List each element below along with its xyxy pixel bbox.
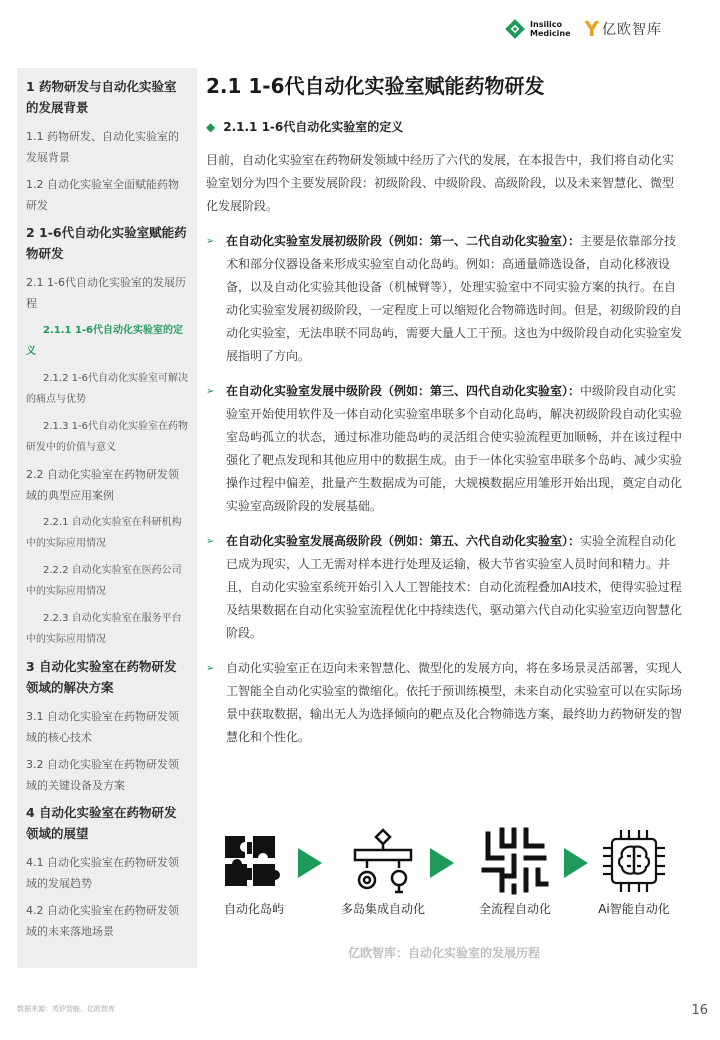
stage-label: 多岛集成自动化 [340, 902, 425, 916]
page-title: 2.1 1-6代自动化实验室赋能药物研发 [206, 74, 545, 98]
insilico-line2: Medicine [530, 29, 571, 38]
bullet-bold: 在自动化实验室发展高级阶段（例如：第五、六代自动化实验室）： [226, 534, 581, 548]
ai-brain-chip-icon [599, 826, 669, 896]
yiou-logo [585, 19, 662, 39]
bullet-list [206, 230, 682, 749]
bullet-item [206, 530, 682, 645]
data-source: 数据来源：英矽智能、亿欧智库 [17, 1005, 115, 1013]
bullet-text: 自动化实验室正在迈向未来智慧化、微型化的发展方向，将在多场景灵活部署，实现人工智能全自动化实验室的微缩化。依托于预训练模型，未来自动化实验室可以在实际场景中获取数据，输出无人为选择倾向的靶点及化合物筛选方案，最终助力药物研发的智慧化和个性化。 [226, 661, 683, 744]
toc-item[interactable]: 1 药物研发与自动化实验室的发展背景 [26, 79, 177, 115]
toc-item[interactable]: 2.1.2 1-6代自动化实验室可解决的痛点与优势 [26, 373, 188, 405]
stage-label: 全流程自动化 [478, 902, 551, 916]
page-number: 16 [691, 1003, 708, 1018]
toc-item[interactable]: 3.1 自动化实验室在药物研发领域的核心技术 [26, 710, 179, 744]
stage-label: Ai智能自动化 [598, 902, 670, 916]
bullet-content [226, 530, 682, 645]
subtitle-text: 2.1.1 1-6代自动化实验室的定义 [223, 120, 404, 134]
toc-item[interactable]: 2.2.1 自动化实验室在科研机构中的实际应用情况 [26, 517, 182, 549]
bullet-content [226, 230, 682, 368]
toc-item[interactable]: 4 自动化实验室在药物研发领域的展望 [26, 805, 177, 841]
toc-item[interactable]: 2.2 自动化实验室在药物研发领域的典型应用案例 [26, 468, 179, 502]
stage-arrow [564, 848, 588, 878]
toc-item[interactable]: 4.1 自动化实验室在药物研发领域的发展趋势 [26, 856, 179, 890]
toc-item[interactable]: 2 1-6代自动化实验室赋能药物研发 [26, 225, 187, 261]
insilico-logo [504, 18, 570, 40]
arrow-bullet-icon: ➢ [206, 536, 215, 547]
toc-item[interactable]: 4.2 自动化实验室在药物研发领域的未来落地场景 [26, 904, 179, 938]
bullet-content [226, 380, 682, 518]
bullet-bold: 在自动化实验室发展中级阶段（例如：第三、四代自动化实验室）： [226, 384, 581, 398]
toc-item[interactable]: 3 自动化实验室在药物研发领域的解决方案 [26, 659, 177, 695]
stage-arrow [298, 848, 322, 878]
flowchart-gears-icon [343, 826, 423, 896]
toc-item[interactable]: 1.1 药物研发、自动化实验室的发展背景 [26, 130, 179, 164]
bullet-text: 实验全流程自动化已成为现实，人工无需对样本进行处理及运输，极大节省实验室人员时间和精力。并且，自动化实验室系统开始引入人工智能技术：自动化流程叠加AI技术，使得实验过程及结果数据在自动化实验室流程优化中持续迭代，驱动第六代自动化实验室迈向智慧化阶段。 [226, 534, 683, 640]
puzzle-icon [219, 826, 289, 896]
stage-full-process [460, 826, 570, 917]
stage-islands [206, 826, 302, 917]
yiou-mark-icon: Y [584, 17, 599, 41]
development-figure [206, 826, 682, 936]
bullet-text: 中级阶段自动化实验室开始使用软件及一体自动化实验室串联多个自动化岛屿，解决初级阶段自动化实验室岛屿孤立的状态，通过标准功能岛屿的灵活组合使实验流程更加顺畅，并在该过程中强化了靶点发现和其他应用中的数据生成。由于一体化实验室串联多个岛屿、减少实验操作过程中偏差，批量产生数据成为可能，大规模数据应用雏形开始出现，奠定自动化实验室高级阶段的发展基础。 [226, 384, 683, 513]
toc-item[interactable]: 2.1.3 1-6代自动化实验室在药物研发中的价值与意义 [26, 421, 188, 453]
toc-item[interactable]: 1.2 自动化实验室全面赋能药物研发 [26, 178, 179, 212]
maze-icon [480, 826, 550, 896]
intro-paragraph: 目前，自动化实验室在药物研发领域中经历了六代的发展，在本报告中，我们将自动化实验室划分为四个主要发展阶段：初级阶段、中级阶段、高级阶段，以及未来智慧化、微型化发展阶段。 [206, 153, 675, 213]
diamond-bullet-icon: ◆ [206, 119, 216, 134]
bullet-item [206, 230, 682, 368]
insilico-diamond-icon [504, 18, 526, 40]
arrow-bullet-icon: ➢ [206, 663, 215, 674]
figure-caption: 亿欧智库：自动化实验室的发展历程 [347, 946, 540, 960]
header-logos [504, 18, 662, 40]
bullet-item [206, 657, 682, 749]
arrow-bullet-icon: ➢ [206, 386, 215, 397]
toc-item[interactable]: 3.2 自动化实验室在药物研发领域的关键设备及方案 [26, 758, 179, 792]
section-subtitle [206, 118, 682, 135]
bullet-bold: 在自动化实验室发展初级阶段（例如：第一、二代自动化实验室）： [226, 234, 581, 248]
insilico-line1: Insilico [530, 20, 562, 29]
stage-multi-island [328, 826, 438, 917]
toc-item[interactable]: 2.1.1 1-6代自动化实验室的定义 [26, 325, 184, 357]
bullet-item [206, 380, 682, 518]
yiou-name: 亿欧智库 [602, 22, 662, 38]
stage-arrow [430, 848, 454, 878]
bullet-content [226, 657, 682, 749]
bullet-text: 主要是依靠部分技术和部分仪器设备来形成实验室自动化岛屿。例如：高通量筛选设备，自动化移液设备，以及自动化实验其他设备（机械臂等），处理实验室中不同实验方案的执行。在自动化实验室发展初级阶段，一定程度上可以缩短化合物筛选时间。但是，初级阶段的自动化实验室，无法串联不同岛屿，需要大量人工干预。这也为中级阶段自动化实验室发展指明了方向。 [226, 234, 683, 363]
stage-label: 自动化岛屿 [223, 902, 284, 916]
main-content [206, 68, 682, 749]
arrow-bullet-icon: ➢ [206, 236, 215, 247]
toc-item[interactable]: 2.1 1-6代自动化实验室的发展历程 [26, 276, 186, 310]
stage-ai [586, 826, 682, 917]
toc-sidebar [17, 68, 197, 968]
toc-item[interactable]: 2.2.3 自动化实验室在服务平台中的实际应用情况 [26, 613, 182, 645]
toc-item[interactable]: 2.2.2 自动化实验室在医药公司中的实际应用情况 [26, 565, 182, 597]
